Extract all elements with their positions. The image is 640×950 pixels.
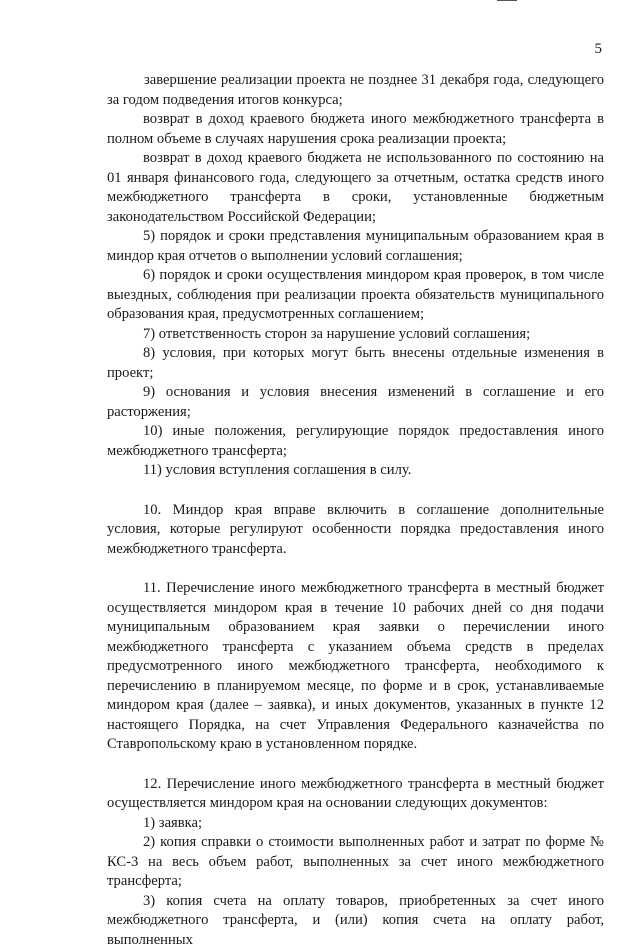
paragraph-p3: возврат в доход краевого бюджета не использованного по состоянию на 01 января финансового года, следующего за отчетным, остатка средств иного межбюджетного трансферта в сроки, установленные бюджетным законодательством Российской Федерации; bbox=[107, 149, 604, 227]
paragraph-p7: 8) условия, при которых могут быть внесены отдельные изменения в проект; bbox=[107, 344, 604, 383]
paragraph-p8: 9) основания и условия внесения изменений в соглашение и его расторжения; bbox=[107, 383, 604, 422]
paragraph-section-11: 11. Перечисление иного межбюджетного трансферта в местный бюджет осуществляется миндором края в течение 10 рабочих дней со дня подачи муниципальным образованием края заявки о перечислении иного межбюджетного трансферта с указанием объема средств в пределах предусмотренного иного межбюджетного трансферта, необходимого к перечислению в планируемом месяце, по форме и в срок, устанавливаемые миндором края (далее – заявка), и иных документов, указанных в пункте 12 настоящего Порядка, на счет Управления Федерального казначейства по Ставропольскому краю в установленном порядке. bbox=[107, 579, 604, 755]
paragraph-p6: 7) ответственность сторон за нарушение условий соглашения; bbox=[107, 325, 604, 345]
paragraph-p2: возврат в доход краевого бюджета иного межбюджетного трансферта в полном объеме в случаях нарушения срока реализации проекта; bbox=[107, 110, 604, 149]
paragraph-p14: 1) заявка; bbox=[107, 814, 604, 834]
paragraph-section-10: 10. Миндор края вправе включить в соглашение дополнительные условия, которые регулируют особенности порядка предоставления иного межбюджетного трансферта. bbox=[107, 501, 604, 560]
document-body bbox=[107, 71, 604, 950]
top-edge-mark bbox=[497, 0, 517, 1]
paragraph-p1: завершение реализации проекта не позднее 31 декабря года, следующего за годом подведения итогов конкурса; bbox=[107, 71, 604, 110]
paragraph-p4: 5) порядок и сроки представления муниципальным образованием края в миндор края отчетов о выполнении условий соглашения; bbox=[107, 227, 604, 266]
paragraph-section-12: 12. Перечисление иного межбюджетного трансферта в местный бюджет осуществляется миндором края на основании следующих документов: bbox=[107, 775, 604, 814]
page-number: 5 bbox=[595, 41, 603, 58]
paragraph-p9: 10) иные положения, регулирующие порядок предоставления иного межбюджетного трансферта; bbox=[107, 422, 604, 461]
paragraph-p5: 6) порядок и сроки осуществления миндором края проверок, в том числе выездных, соблюдения при реализации проекта обязательств муниципального образования края, предусмотренных соглашением; bbox=[107, 266, 604, 325]
paragraph-p15: 2) копия справки о стоимости выполненных работ и затрат по форме № КС-3 на весь объем работ, выполненных за счет иного межбюджетного трансферта; bbox=[107, 833, 604, 892]
paragraph-p10: 11) условия вступления соглашения в силу. bbox=[107, 461, 604, 481]
paragraph-p16: 3) копия счета на оплату товаров, приобретенных за счет иного межбюджетного трансферта, и (или) копия счета на оплату работ, выполненных bbox=[107, 892, 604, 950]
